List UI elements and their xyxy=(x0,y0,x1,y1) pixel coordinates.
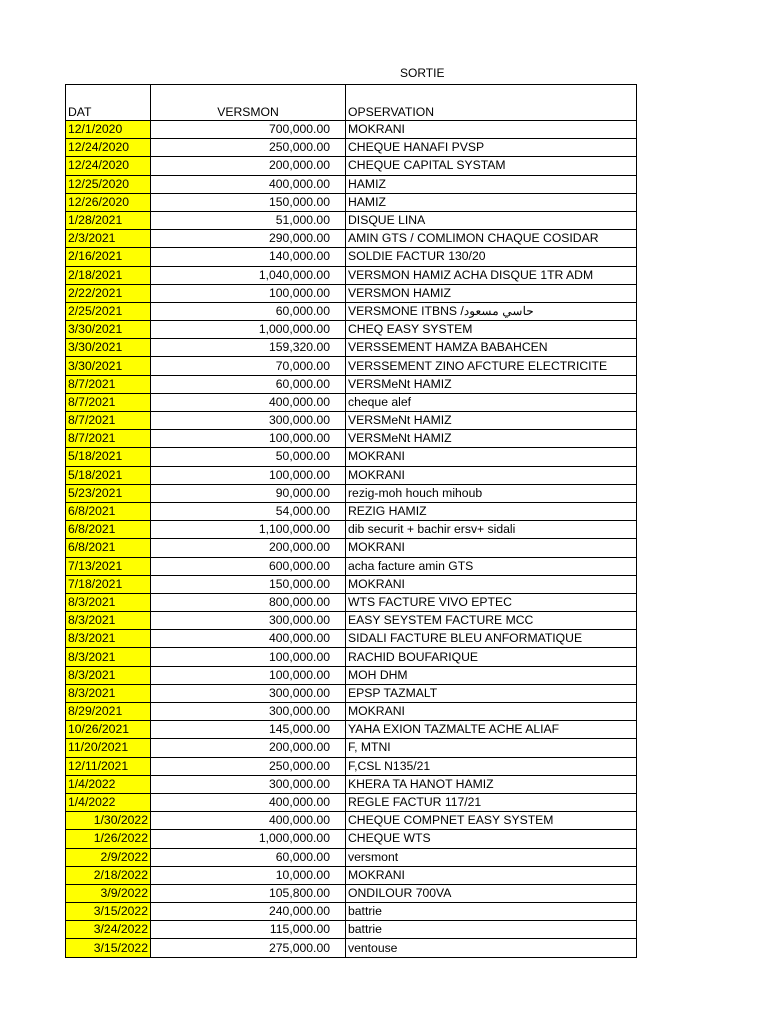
table-row xyxy=(66,302,637,320)
table-row xyxy=(66,466,637,484)
cell-date[interactable]: 12/26/2020 xyxy=(66,193,151,211)
cell-date[interactable]: 8/3/2021 xyxy=(66,648,151,666)
cell-amount[interactable]: 400,000.00 xyxy=(151,393,346,411)
cell-amount[interactable]: 100,000.00 xyxy=(151,666,346,684)
cell-date[interactable]: 2/18/2021 xyxy=(66,266,151,284)
cell-date[interactable]: 8/7/2021 xyxy=(66,393,151,411)
cell-observation[interactable]: ONDILOUR 700VA xyxy=(346,884,637,902)
cell-observation[interactable]: KHERA TA HANOT HAMIZ xyxy=(346,775,637,793)
cell-date[interactable]: 8/3/2021 xyxy=(66,612,151,630)
cell-date[interactable]: 11/20/2021 xyxy=(66,739,151,757)
cell-observation[interactable]: acha facture amin GTS xyxy=(346,557,637,575)
cell-date[interactable]: 8/3/2021 xyxy=(66,593,151,611)
cell-amount[interactable]: 100,000.00 xyxy=(151,466,346,484)
cell-amount[interactable]: 100,000.00 xyxy=(151,430,346,448)
table-row xyxy=(66,121,637,139)
cell-amount[interactable]: 150,000.00 xyxy=(151,575,346,593)
cell-observation[interactable]: MOKRANI xyxy=(346,466,637,484)
cell-amount[interactable]: 10,000.00 xyxy=(151,866,346,884)
table-row xyxy=(66,848,637,866)
table-row xyxy=(66,357,637,375)
cell-amount[interactable]: 700,000.00 xyxy=(151,121,346,139)
cell-observation[interactable]: EASY SEYSTEM FACTURE MCC xyxy=(346,612,637,630)
cell-date[interactable]: 3/15/2022 xyxy=(66,939,151,957)
cell-amount[interactable]: 1,000,000.00 xyxy=(151,830,346,848)
table-row xyxy=(66,502,637,520)
cell-observation[interactable]: MOKRANI xyxy=(346,121,637,139)
cell-amount[interactable]: 54,000.00 xyxy=(151,502,346,520)
table-row xyxy=(66,866,637,884)
table-row xyxy=(66,157,637,175)
cell-date[interactable]: 2/3/2021 xyxy=(66,230,151,248)
cell-amount[interactable]: 90,000.00 xyxy=(151,484,346,502)
table-row xyxy=(66,721,637,739)
cell-date[interactable]: 8/3/2021 xyxy=(66,666,151,684)
cell-amount[interactable]: 300,000.00 xyxy=(151,775,346,793)
cell-date[interactable]: 6/8/2021 xyxy=(66,521,151,539)
cell-date[interactable]: 3/30/2021 xyxy=(66,321,151,339)
cell-observation[interactable]: MOKRANI xyxy=(346,539,637,557)
cell-observation[interactable]: HAMIZ xyxy=(346,175,637,193)
cell-date[interactable]: 8/7/2021 xyxy=(66,412,151,430)
table-row xyxy=(66,248,637,266)
cell-observation[interactable]: cheque alef xyxy=(346,393,637,411)
cell-observation[interactable]: VERSMeNt HAMIZ xyxy=(346,430,637,448)
cell-date[interactable]: 1/4/2022 xyxy=(66,775,151,793)
cell-observation[interactable]: REZIG HAMIZ xyxy=(346,502,637,520)
table-row xyxy=(66,884,637,902)
cell-observation[interactable]: VERSMON HAMIZ ACHA DISQUE 1TR ADM xyxy=(346,266,637,284)
table-row xyxy=(66,139,637,157)
cell-amount[interactable]: 145,000.00 xyxy=(151,721,346,739)
cell-observation[interactable]: CHEQUE HANAFI PVSP xyxy=(346,139,637,157)
cell-date[interactable]: 2/16/2021 xyxy=(66,248,151,266)
cell-amount[interactable]: 300,000.00 xyxy=(151,412,346,430)
table-row xyxy=(66,266,637,284)
cell-amount[interactable]: 100,000.00 xyxy=(151,284,346,302)
cell-observation[interactable]: VERSSEMENT ZINO AFCTURE ELECTRICITE xyxy=(346,357,637,375)
cell-amount[interactable]: 240,000.00 xyxy=(151,903,346,921)
table-row xyxy=(66,648,637,666)
cell-amount[interactable]: 1,040,000.00 xyxy=(151,266,346,284)
cell-amount[interactable]: 290,000.00 xyxy=(151,230,346,248)
cell-date[interactable]: 7/18/2021 xyxy=(66,575,151,593)
cell-observation[interactable]: SIDALI FACTURE BLEU ANFORMATIQUE xyxy=(346,630,637,648)
cell-amount[interactable]: 400,000.00 xyxy=(151,812,346,830)
cell-observation[interactable]: VERSMeNt HAMIZ xyxy=(346,375,637,393)
cell-date[interactable]: 8/3/2021 xyxy=(66,630,151,648)
cell-observation[interactable]: REGLE FACTUR 117/21 xyxy=(346,793,637,811)
table-row xyxy=(66,666,637,684)
table-row xyxy=(66,521,637,539)
cell-amount[interactable]: 60,000.00 xyxy=(151,848,346,866)
cell-amount[interactable]: 275,000.00 xyxy=(151,939,346,957)
table-row xyxy=(66,193,637,211)
table-row xyxy=(66,539,637,557)
cell-observation[interactable]: MOKRANI xyxy=(346,703,637,721)
cell-amount[interactable]: 1,100,000.00 xyxy=(151,521,346,539)
cell-date[interactable]: 12/1/2020 xyxy=(66,121,151,139)
cell-date[interactable]: 3/24/2022 xyxy=(66,921,151,939)
cell-date[interactable]: 3/9/2022 xyxy=(66,884,151,902)
cell-amount[interactable]: 60,000.00 xyxy=(151,375,346,393)
table-row xyxy=(66,612,637,630)
cell-observation[interactable]: CHEQUE WTS xyxy=(346,830,637,848)
cell-date[interactable]: 7/13/2021 xyxy=(66,557,151,575)
cell-amount[interactable]: 100,000.00 xyxy=(151,648,346,666)
cell-amount[interactable]: 600,000.00 xyxy=(151,557,346,575)
table-row xyxy=(66,284,637,302)
header-date: DAT xyxy=(66,85,151,121)
cell-observation[interactable]: MOKRANI xyxy=(346,448,637,466)
cell-amount[interactable]: 200,000.00 xyxy=(151,157,346,175)
table-row xyxy=(66,484,637,502)
cell-amount[interactable]: 250,000.00 xyxy=(151,139,346,157)
cell-date[interactable]: 6/8/2021 xyxy=(66,502,151,520)
cell-observation[interactable]: rezig-moh houch mihoub xyxy=(346,484,637,502)
cell-observation[interactable]: battrie xyxy=(346,903,637,921)
cell-amount[interactable]: 105,800.00 xyxy=(151,884,346,902)
cell-amount[interactable]: 400,000.00 xyxy=(151,793,346,811)
cell-observation[interactable]: EPSP TAZMALT xyxy=(346,684,637,702)
table-body xyxy=(66,85,637,958)
cell-observation[interactable]: F,CSL N135/21 xyxy=(346,757,637,775)
cell-observation[interactable]: VERSMONE ITBNS /حاسي مسعود xyxy=(346,302,637,320)
sheet-title: SORTIE xyxy=(400,66,445,80)
cell-observation[interactable]: versmont xyxy=(346,848,637,866)
cell-observation[interactable]: battrie xyxy=(346,921,637,939)
cell-observation[interactable]: dib securit + bachir ersv+ sidali xyxy=(346,521,637,539)
table-row xyxy=(66,575,637,593)
cell-date[interactable]: 2/22/2021 xyxy=(66,284,151,302)
cell-observation[interactable]: RACHID BOUFARIQUE xyxy=(346,648,637,666)
table-row xyxy=(66,812,637,830)
cell-date[interactable]: 1/26/2022 xyxy=(66,830,151,848)
cell-observation[interactable]: VERSMON HAMIZ xyxy=(346,284,637,302)
table-row xyxy=(66,739,637,757)
cell-date[interactable]: 2/18/2022 xyxy=(66,866,151,884)
table-row xyxy=(66,703,637,721)
table-row xyxy=(66,939,637,957)
cell-observation[interactable]: DISQUE LINA xyxy=(346,211,637,229)
cell-amount[interactable]: 70,000.00 xyxy=(151,357,346,375)
cell-observation[interactable]: SOLDIE FACTUR 130/20 xyxy=(346,248,637,266)
cell-observation[interactable]: MOKRANI xyxy=(346,866,637,884)
cell-observation[interactable]: VERSSEMENT HAMZA BABAHCEN xyxy=(346,339,637,357)
cell-amount[interactable]: 150,000.00 xyxy=(151,193,346,211)
table-row xyxy=(66,339,637,357)
cell-date[interactable]: 12/25/2020 xyxy=(66,175,151,193)
table-row xyxy=(66,230,637,248)
cell-amount[interactable]: 140,000.00 xyxy=(151,248,346,266)
table-row xyxy=(66,903,637,921)
table-row xyxy=(66,684,637,702)
cell-amount[interactable]: 159,320.00 xyxy=(151,339,346,357)
cell-date[interactable]: 12/24/2020 xyxy=(66,157,151,175)
cell-date[interactable]: 5/18/2021 xyxy=(66,466,151,484)
cell-date[interactable]: 12/11/2021 xyxy=(66,757,151,775)
cell-date[interactable]: 3/30/2021 xyxy=(66,339,151,357)
cell-observation[interactable]: CHEQUE CAPITAL SYSTAM xyxy=(346,157,637,175)
cell-amount[interactable]: 400,000.00 xyxy=(151,630,346,648)
table-row xyxy=(66,793,637,811)
table-row xyxy=(66,830,637,848)
cell-amount[interactable]: 51,000.00 xyxy=(151,211,346,229)
cell-observation[interactable]: MOKRANI xyxy=(346,575,637,593)
cell-amount[interactable]: 300,000.00 xyxy=(151,612,346,630)
cell-date[interactable]: 12/24/2020 xyxy=(66,139,151,157)
cell-date[interactable]: 1/30/2022 xyxy=(66,812,151,830)
table-row xyxy=(66,775,637,793)
cell-date[interactable]: 6/8/2021 xyxy=(66,539,151,557)
cell-amount[interactable]: 50,000.00 xyxy=(151,448,346,466)
table-row xyxy=(66,412,637,430)
cell-amount[interactable]: 400,000.00 xyxy=(151,175,346,193)
cell-date[interactable]: 5/18/2021 xyxy=(66,448,151,466)
table-row xyxy=(66,430,637,448)
cell-date[interactable]: 8/7/2021 xyxy=(66,375,151,393)
table-row xyxy=(66,448,637,466)
cell-date[interactable]: 10/26/2021 xyxy=(66,721,151,739)
table-row xyxy=(66,175,637,193)
cell-date[interactable]: 2/9/2022 xyxy=(66,848,151,866)
cell-observation[interactable]: AMIN GTS / COMLIMON CHAQUE COSIDAR xyxy=(346,230,637,248)
cell-amount[interactable]: 300,000.00 xyxy=(151,684,346,702)
cell-date[interactable]: 8/29/2021 xyxy=(66,703,151,721)
table-row xyxy=(66,375,637,393)
table-row xyxy=(66,211,637,229)
table-row xyxy=(66,321,637,339)
cell-amount[interactable]: 200,000.00 xyxy=(151,739,346,757)
header-row xyxy=(66,85,637,121)
table-row xyxy=(66,393,637,411)
cell-amount[interactable]: 250,000.00 xyxy=(151,757,346,775)
table-row xyxy=(66,557,637,575)
cell-observation[interactable]: ventouse xyxy=(346,939,637,957)
sortie-table xyxy=(65,84,637,958)
cell-observation[interactable]: F, MTNI xyxy=(346,739,637,757)
table-row xyxy=(66,757,637,775)
cell-observation[interactable]: MOH DHM xyxy=(346,666,637,684)
cell-observation[interactable]: CHEQUE COMPNET EASY SYSTEM xyxy=(346,812,637,830)
header-observation: OPSERVATION xyxy=(346,85,637,121)
cell-observation[interactable]: WTS FACTURE VIVO EPTEC xyxy=(346,593,637,611)
cell-amount[interactable]: 1,000,000.00 xyxy=(151,321,346,339)
cell-date[interactable]: 8/3/2021 xyxy=(66,684,151,702)
cell-amount[interactable]: 200,000.00 xyxy=(151,539,346,557)
cell-amount[interactable]: 115,000.00 xyxy=(151,921,346,939)
cell-date[interactable]: 2/25/2021 xyxy=(66,302,151,320)
cell-date[interactable]: 3/30/2021 xyxy=(66,357,151,375)
cell-amount[interactable]: 800,000.00 xyxy=(151,593,346,611)
cell-observation[interactable]: VERSMeNt HAMIZ xyxy=(346,412,637,430)
header-amount: VERSMON xyxy=(151,85,346,121)
cell-amount[interactable]: 60,000.00 xyxy=(151,302,346,320)
cell-observation[interactable]: HAMIZ xyxy=(346,193,637,211)
table-row xyxy=(66,630,637,648)
table-row xyxy=(66,593,637,611)
cell-observation[interactable]: YAHA EXION TAZMALTE ACHE ALIAF xyxy=(346,721,637,739)
cell-date[interactable]: 5/23/2021 xyxy=(66,484,151,502)
cell-date[interactable]: 8/7/2021 xyxy=(66,430,151,448)
cell-observation[interactable]: CHEQ EASY SYSTEM xyxy=(346,321,637,339)
cell-date[interactable]: 1/28/2021 xyxy=(66,211,151,229)
cell-amount[interactable]: 300,000.00 xyxy=(151,703,346,721)
cell-date[interactable]: 3/15/2022 xyxy=(66,903,151,921)
cell-date[interactable]: 1/4/2022 xyxy=(66,793,151,811)
table-row xyxy=(66,921,637,939)
